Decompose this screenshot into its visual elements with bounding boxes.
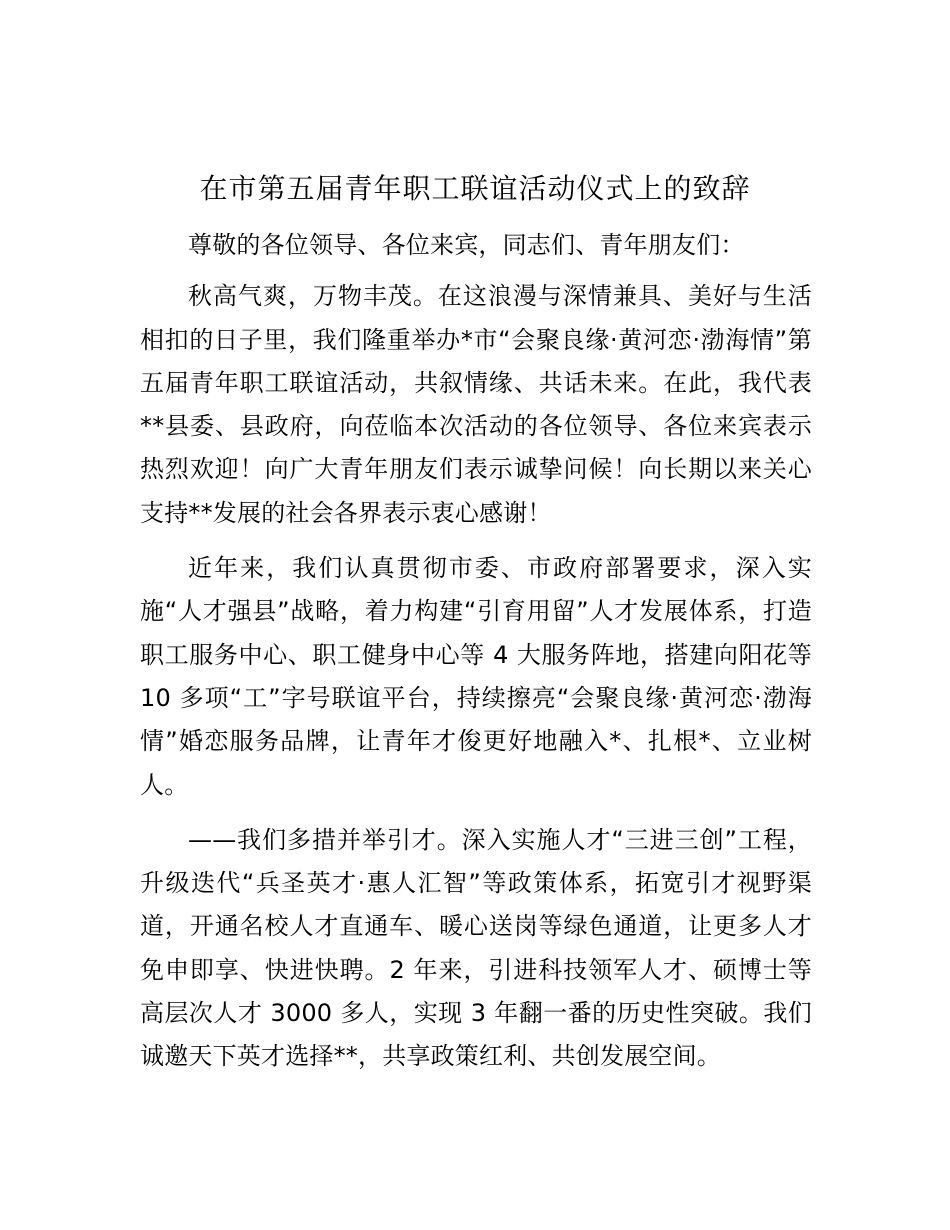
document-body [140, 224, 812, 1091]
overview-paragraph: 近年来，我们认真贯彻市委、市政府部署要求，深入实施“人才强县”战略，着力构建“引育用留”人才发展体系，打造职工服务中心、职工健身中心等 4 大服务阵地，搭建向阳花等 10 多项“工”字号联谊平台，持续擦亮“会聚良缘·黄河恋·渤海情”婚恋服务品牌，让青年才俊更好地融入*、扎根*、立业树人。 [140, 554, 812, 799]
document-title: 在市第五届青年职工联谊活动仪式上的致辞 [199, 172, 751, 205]
talent-recruitment-paragraph: ——我们多措并举引才。深入实施人才“三进三创”工程，升级迭代“兵圣英才·惠人汇智”等政策体系，拓宽引才视野渠道，开通名校人才直通车、暖心送岗等绿色通道，让更多人才免申即享、快进快聘。2 年来，引进科技领军人才、硕博士等高层次人才 3000 多人，实现 3 年翻一番的历史性突破。我们诚邀天下英才选择**，共享政策红利、共创发展空间。 [140, 825, 812, 1071]
greeting-paragraph: 尊敬的各位领导、各位来宾，同志们、青年朋友们： [188, 231, 745, 259]
opening-paragraph: 秋高气爽，万物丰茂。在这浪漫与深情兼具、美好与生活相扣的日子里，我们隆重举办*市“会聚良缘·黄河恋·渤海情”第五届青年职工联谊活动，共叙情缘、共话未来。在此，我代表**县委、县政府，向莅临本次活动的各位领导、各位来宾表示热烈欢迎！向广大青年朋友们表示诚挚问候！向长期以来关心支持**发展的社会各界表示衷心感谢！ [140, 282, 812, 527]
